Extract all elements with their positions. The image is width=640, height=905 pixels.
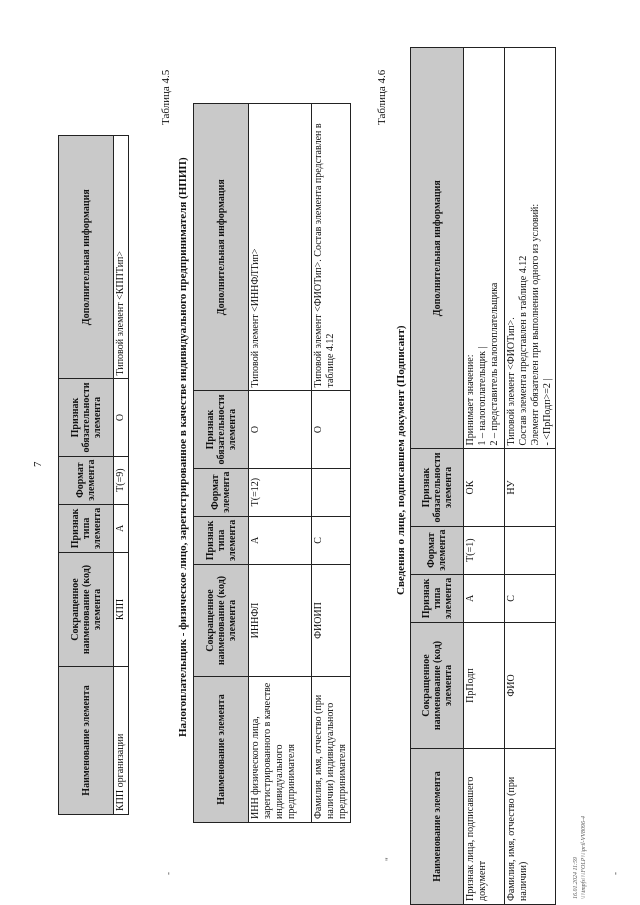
element-code-cell: КПП: [114, 553, 129, 667]
scan-mark: ": [384, 857, 394, 861]
stamp-line: \\\\tmpfs\\\\FOLP\\\\pril-VV8096-4: [581, 815, 587, 899]
header-cell: Сокращенное наименование (код) элемента: [194, 565, 249, 677]
header-cell: Признак обязательности элемента: [411, 449, 464, 526]
header-cell: Наименование элемента: [59, 667, 114, 815]
element-type-cell: А: [114, 504, 129, 552]
table-npip: [193, 103, 351, 823]
header-cell: Формат элемента: [59, 456, 114, 504]
table-row: [249, 104, 312, 823]
page-number: 7: [32, 461, 44, 467]
element-info-cell: Типовой элемент <ИННФЛТип>: [249, 104, 312, 392]
table-label: Таблица 4.5: [160, 69, 172, 125]
info-line: 2 – представитель налогоплательщика: [489, 282, 500, 446]
element-type-cell: А: [464, 574, 505, 622]
element-type-cell: А: [249, 516, 312, 564]
section-title: Налогоплательщик - физическое лицо, зарегистрированное в качестве индивидуального предпринимателя (НПИП): [177, 157, 189, 737]
element-code-cell: ФИОИП: [312, 565, 351, 677]
element-name-cell: Фамилия, имя, отчество (при наличии): [505, 749, 556, 905]
element-format-cell: [505, 526, 556, 574]
element-format-cell: T(=12): [249, 468, 312, 516]
element-info-cell: [505, 48, 556, 450]
info-line: Элемент обязателен при выполнении одного из условий:: [530, 203, 541, 446]
header-cell: Сокращенное наименование (код) элемента: [411, 623, 464, 749]
section-title: Сведения о лице, подписавшем документ (Подписант): [395, 325, 407, 595]
table-row: [464, 48, 505, 905]
element-required-cell: ОК: [464, 449, 505, 526]
header-cell: Признак обязательности элемента: [59, 379, 114, 456]
scan-stamp: [572, 816, 588, 899]
element-code-cell: ПрПодп: [464, 623, 505, 749]
element-type-cell: С: [312, 516, 351, 564]
element-type-cell: С: [505, 574, 556, 622]
table-4-6: [410, 47, 556, 905]
info-line: Принимает значение:: [465, 354, 476, 446]
header-cell: Дополнительная информация: [59, 136, 114, 380]
element-format-cell: [312, 468, 351, 516]
element-required-cell: О: [312, 391, 351, 468]
header-cell: Формат элемента: [411, 526, 464, 574]
element-code-cell: ФИО: [505, 623, 556, 749]
table-row: [505, 48, 556, 905]
element-format-cell: T(=1): [464, 526, 505, 574]
stamp-line: 16.01.2024 11:59: [573, 856, 579, 899]
header-cell: Признак типа элемента: [411, 574, 464, 622]
header-cell: Наименование элемента: [411, 749, 464, 905]
info-line: - <ПрПодп>=2 |: [542, 378, 553, 446]
table-header-row: [59, 136, 114, 815]
info-line: 1 – налогоплательщик |: [477, 346, 488, 446]
element-name-cell: ИНН физического лица, зарегистрированного в качестве индивидуального предпринимателя: [249, 677, 312, 823]
table-row: [114, 136, 129, 815]
header-cell: Дополнительная информация: [194, 104, 249, 392]
element-info-cell: Типовой элемент <КППТип>: [114, 136, 129, 380]
element-info-cell: Типовой элемент <ФИОТип>. Состав элемента представлен в таблице 4.12: [312, 104, 351, 392]
element-name-cell: КПП организации: [114, 667, 129, 815]
table-label: Таблица 4.6: [376, 69, 388, 125]
table-header-row: [194, 104, 249, 823]
element-required-cell: О: [249, 391, 312, 468]
element-format-cell: T(=9): [114, 456, 129, 504]
header-cell: Формат элемента: [194, 468, 249, 516]
element-info-cell: [464, 48, 505, 450]
element-code-cell: ИННФЛ: [249, 565, 312, 677]
element-name-cell: Фамилия, имя, отчество (при наличии) индивидуального предпринимателя: [312, 677, 351, 823]
table-row: [312, 104, 351, 823]
element-required-cell: НУ: [505, 449, 556, 526]
header-cell: Признак обязательности элемента: [194, 391, 249, 468]
header-cell: Дополнительная информация: [411, 48, 464, 450]
element-name-cell: Признак лица, подписавшего документ: [464, 749, 505, 905]
info-line: Типовой элемент <ФИОТип>.: [506, 317, 517, 446]
table-header-row: [411, 48, 464, 905]
element-required-cell: О: [114, 379, 129, 456]
header-cell: Наименование элемента: [194, 677, 249, 823]
table-4-5: [58, 135, 129, 815]
info-line: Состав элемента представлен в таблице 4.12: [518, 255, 529, 446]
scan-mark: -: [163, 872, 173, 875]
header-cell: Сокращенное наименование (код) элемента: [59, 553, 114, 667]
header-cell: Признак типа элемента: [194, 516, 249, 564]
header-cell: Признак типа элемента: [59, 504, 114, 552]
scan-mark: -: [610, 872, 620, 875]
